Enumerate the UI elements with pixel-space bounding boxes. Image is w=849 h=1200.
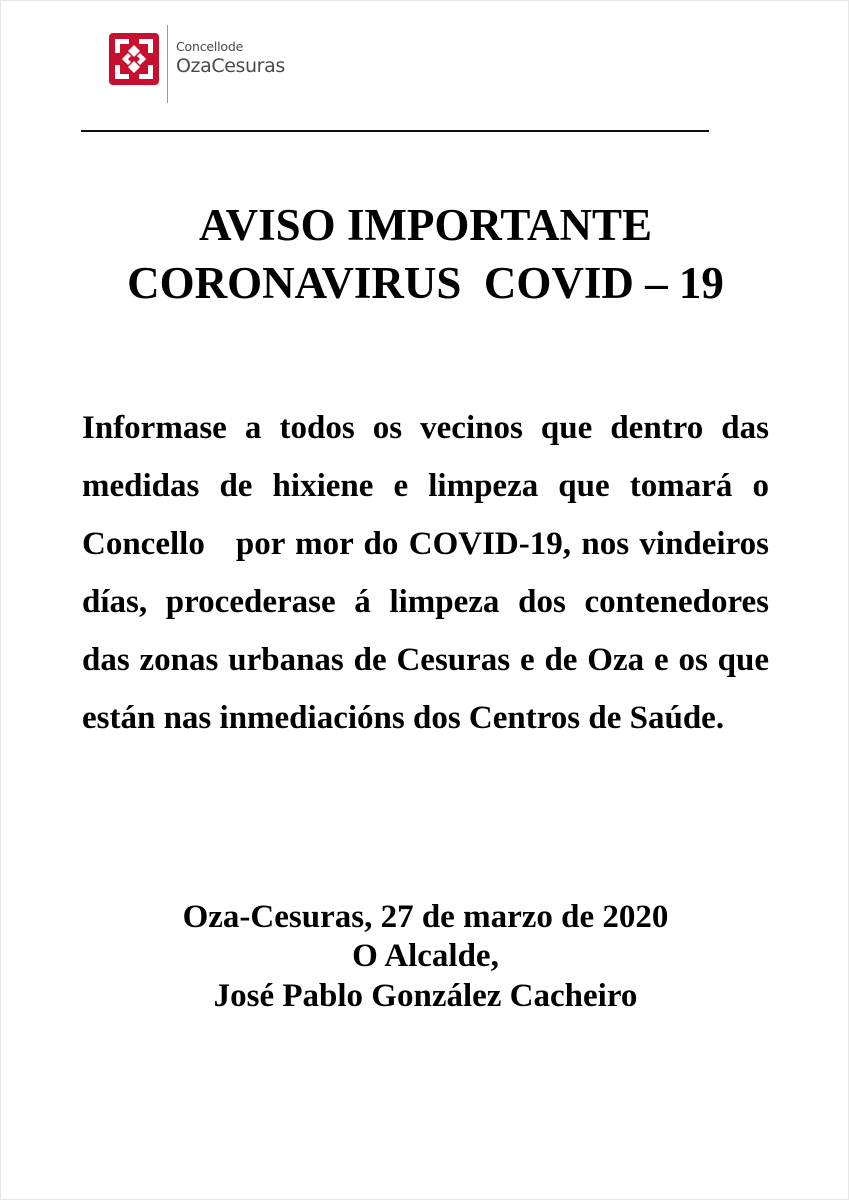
logo-text [176, 41, 285, 76]
logo-divider [167, 25, 168, 103]
notice-body: Informase a todos os vecinos que dentro das medidas de hixiene e limpeza que tomará o Concello por mor do COVID-19, nos vindeiros días, procederase á limpeza dos contenedores das zonas urbanas de Cesuras e de Oza e os que están nas inmediacións dos Centros de Saúde. [82, 410, 778, 736]
signature-role: O Alcalde, [352, 938, 499, 974]
concello-logo [109, 25, 285, 103]
notice-title-line-2: CORONAVIRUS COVID – 19 [127, 258, 724, 308]
concello-emblem-icon [109, 33, 159, 85]
signature-place-date: Oza-Cesuras, 27 de marzo de 2020 [182, 899, 669, 935]
signature-name: José Pablo González Cacheiro [213, 978, 638, 1014]
logo-line-2: OzaCesuras [176, 54, 285, 77]
header-rule [81, 130, 709, 132]
notice-title-line-1: AVISO IMPORTANTE [198, 200, 653, 250]
logo-line-1: Concellode [176, 39, 244, 54]
